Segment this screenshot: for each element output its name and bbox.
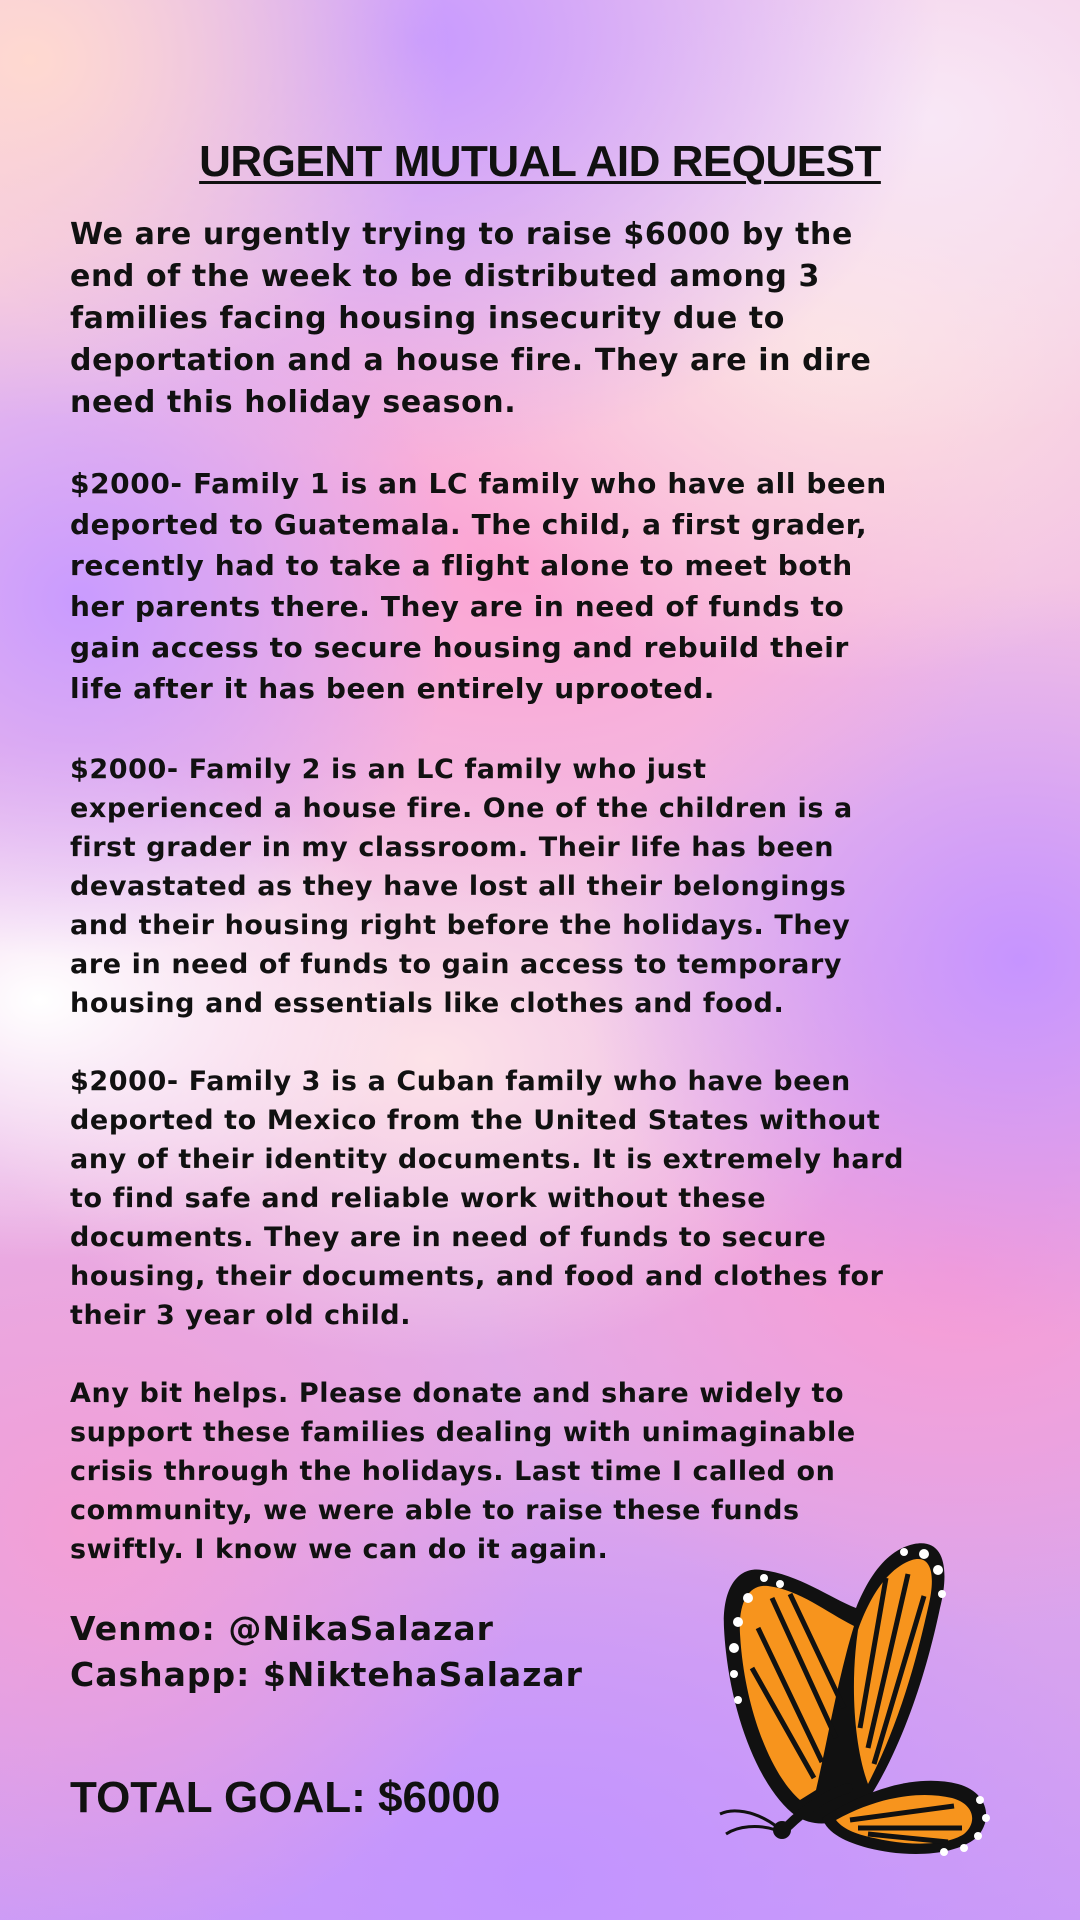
intro-paragraph: We are urgently trying to raise $6000 by the end of the week to be distributed among 3 families facing housing insecurity due to deportation and a house fire. They are in dire need this holiday season. bbox=[70, 217, 872, 420]
venmo-handle: Venmo: @NikaSalazar bbox=[70, 1609, 494, 1648]
page-title: URGENT MUTUAL AID REQUEST bbox=[199, 137, 881, 186]
family-3-paragraph: $2000- Family 3 is a Cuban family who have been deported to Mexico from the United States without any of their identity documents. It is extremely hard to find safe and reliable work without these documents. They are in need of funds to secure housing, their documents, and food and clothes for their 3 year old child. bbox=[70, 1066, 905, 1331]
total-goal: TOTAL GOAL: $6000 bbox=[70, 1773, 501, 1822]
payment-info bbox=[70, 1606, 583, 1698]
cashapp-handle: Cashapp: $NiktehaSalazar bbox=[70, 1655, 583, 1694]
butterfly-upper-wing bbox=[724, 1543, 945, 1823]
family-1-paragraph: $2000- Family 1 is an LC family who have all been deported to Guatemala. The child, a first grader, recently had to take a flight alone to meet both her parents there. They are in need of funds to gain access to secure housing and rebuild their life after it has been entirely uprooted. bbox=[70, 467, 887, 705]
family-2-paragraph: $2000- Family 2 is an LC family who just experienced a house fire. One of the children is a first grader in my classroom. Their life has been devastated as they have lost all their belongings and their housing right before the holidays. They are in need of funds to gain access to temporary housing and essentials like clothes and food. bbox=[70, 754, 853, 1019]
monarch-butterfly-icon bbox=[718, 1538, 998, 1858]
closing-paragraph: Any bit helps. Please donate and share widely to support these families dealing with unimaginable crisis through the holidays. Last time I called on community, we were able to raise these funds swiftly. I know we can do it again. bbox=[70, 1378, 856, 1565]
